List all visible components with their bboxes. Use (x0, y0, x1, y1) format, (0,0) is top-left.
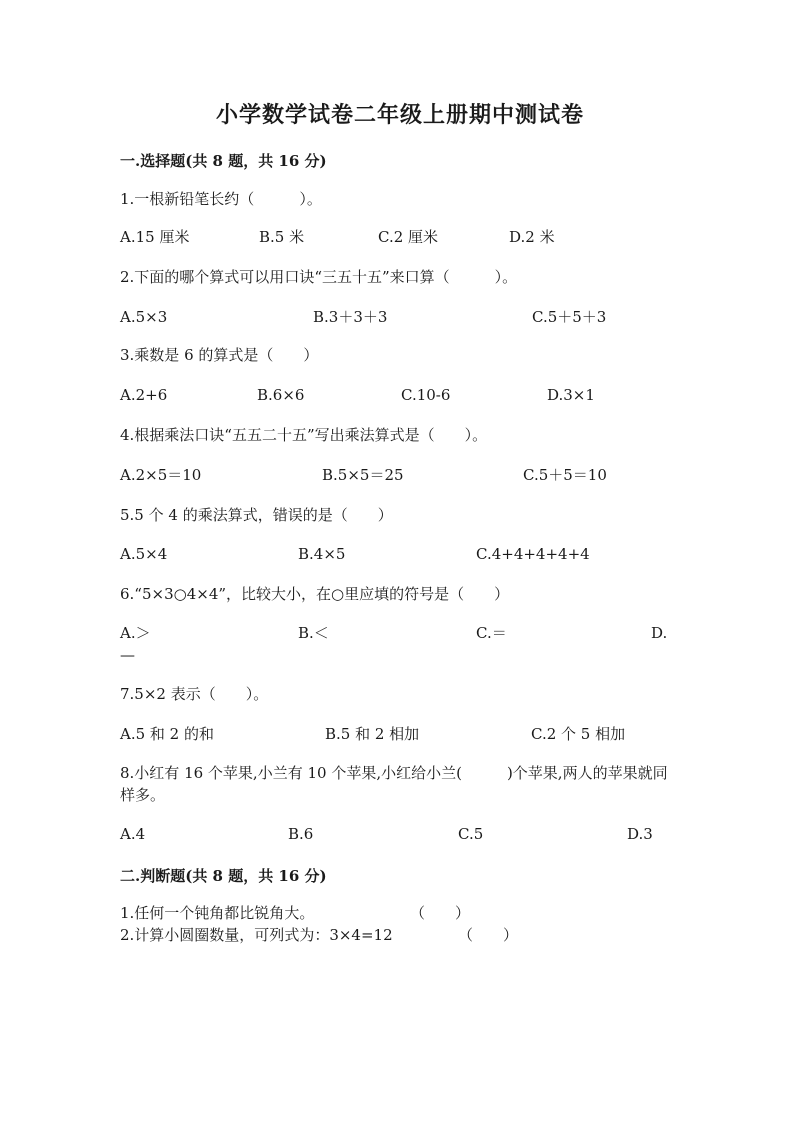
option-b: B.＜ (298, 624, 329, 642)
option-d: D.3×1 (547, 386, 595, 404)
options-1 (120, 226, 680, 248)
option-a: A.2+6 (120, 386, 168, 404)
judge-question-text: 2.计算小圆圈数量，可列式为：3×4=12 (120, 926, 393, 944)
options-4 (120, 464, 680, 486)
option-c: C.2 个 5 相加 (531, 725, 626, 743)
question-1: 1.一根新铅笔长约（ ）。 (120, 190, 322, 208)
option-a: A.15 厘米 (120, 228, 190, 246)
option-a: A.2×5＝10 (120, 466, 202, 484)
judge-question-1 (120, 902, 680, 924)
section-heading-judge: 二.判断题(共 8 题，共 16 分) (120, 867, 327, 885)
option-c: C.5 (458, 825, 484, 843)
option-b: B.5 米 (259, 228, 305, 246)
judge-question-text: 1.任何一个钝角都比锐角大。 (120, 904, 315, 922)
option-c: C.2 厘米 (378, 228, 439, 246)
option-c: C.4+4+4+4+4 (476, 545, 590, 563)
page-title: 小学数学试卷二年级上册期中测试卷 (215, 102, 584, 128)
option-b: B.6×6 (257, 386, 305, 404)
option-b: B.3＋3＋3 (313, 308, 388, 326)
options-8 (120, 823, 680, 845)
option-a: A.5 和 2 的和 (120, 725, 214, 743)
options-6 (120, 622, 680, 644)
option-b: B.6 (288, 825, 314, 843)
option-c: C.5＋5＝10 (523, 466, 607, 484)
judge-question-2 (120, 924, 680, 946)
options-7 (120, 723, 680, 745)
option-b: B.4×5 (298, 545, 346, 563)
option-a: A.4 (120, 825, 146, 843)
option-c: C.＝ (476, 624, 507, 642)
option-d: D.3 (627, 825, 653, 843)
option-c: C.5＋5＋3 (532, 308, 607, 326)
option-b: B.5 和 2 相加 (325, 725, 420, 743)
section-heading-choice: 一.选择题(共 8 题，共 16 分) (120, 152, 327, 170)
option-b: B.5×5＝25 (322, 466, 404, 484)
answer-blank: （ ） (458, 926, 519, 944)
option-d: D.2 米 (509, 228, 555, 246)
option-a: A.5×3 (120, 308, 168, 326)
options-2 (120, 306, 680, 328)
question-4: 4.根据乘法口诀“五五二十五”写出乘法算式是（ ）。 (120, 426, 488, 444)
option-d-symbol: — (120, 646, 135, 664)
question-8: 8.小红有 16 个苹果,小兰有 10 个苹果,小红给小兰( )个苹果,两人的苹果就同样多。 (120, 764, 668, 804)
option-c: C.10-6 (401, 386, 451, 404)
answer-blank: （ ） (410, 904, 471, 922)
option-a: A.5×4 (120, 545, 168, 563)
option-a: A.＞ (120, 624, 151, 642)
question-2: 2.下面的哪个算式可以用口诀“三五十五”来口算（ ）。 (120, 268, 518, 286)
options-3 (120, 384, 680, 406)
question-6: 6.“5×3○4×4”，比较大小，在○里应填的符号是（ ） (120, 585, 510, 603)
question-5: 5.5 个 4 的乘法算式，错误的是（ ） (120, 506, 393, 524)
option-d: D. (651, 624, 668, 642)
options-5 (120, 543, 680, 565)
question-7: 7.5×2 表示（ ）。 (120, 685, 269, 703)
question-3: 3.乘数是 6 的算式是（ ） (120, 346, 319, 364)
